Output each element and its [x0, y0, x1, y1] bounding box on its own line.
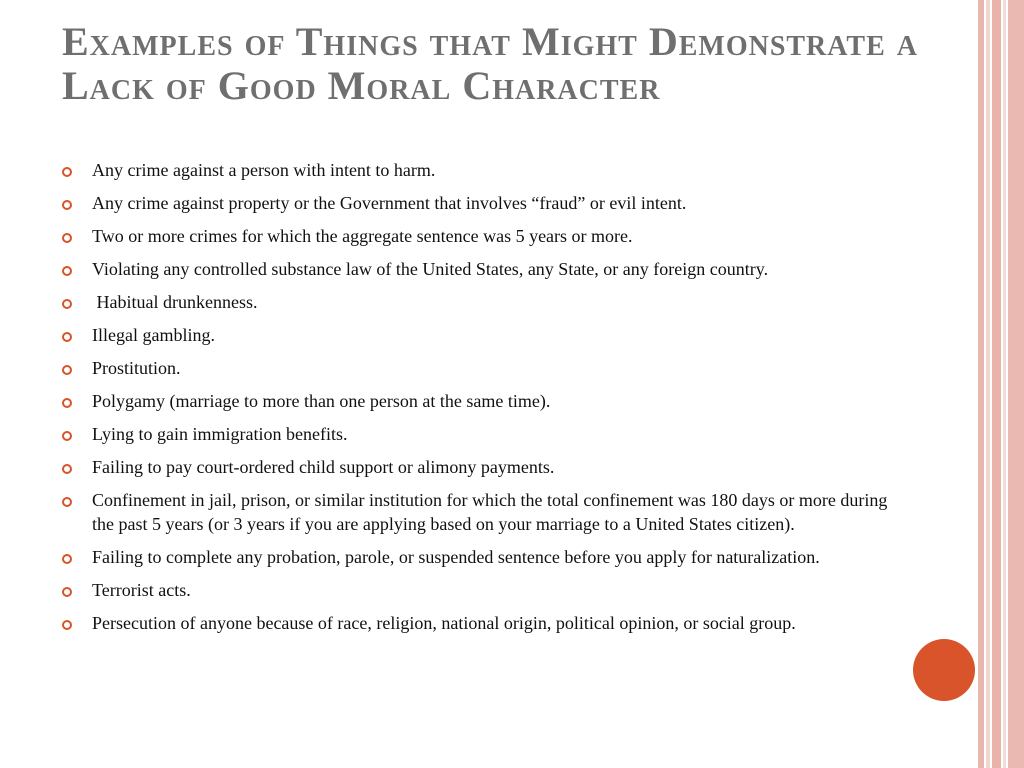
bullet-circle-icon — [62, 200, 72, 210]
bullet-item — [62, 225, 892, 249]
bullet-item — [62, 612, 892, 636]
bullet-circle-icon — [62, 167, 72, 177]
bullet-circle-icon — [62, 620, 72, 630]
slide-title: Examples of Things that Might Demonstrate a Lack of Good Moral Character — [62, 19, 918, 108]
bullet-text: Two or more crimes for which the aggregate sentence was 5 years or more. — [92, 226, 633, 246]
bullet-text: Terrorist acts. — [92, 579, 191, 600]
bullet-circle-icon — [62, 431, 72, 441]
bullet-item — [62, 390, 892, 414]
bullet-circle-icon — [62, 299, 72, 309]
bullet-text: Persecution of anyone because of race, religion, national origin, political opinion, or social group. — [92, 612, 796, 633]
decorative-stripe — [978, 0, 984, 768]
bullet-circle-icon — [62, 497, 72, 507]
bullet-list — [62, 159, 892, 645]
bullet-text: Failing to pay court-ordered child support or alimony payments. — [92, 457, 555, 477]
decorative-stripe — [992, 0, 1001, 768]
decorative-stripe — [1003, 0, 1006, 768]
bullet-text: Lying to gain immigration benefits. — [92, 424, 348, 444]
bullet-text: Failing to complete any probation, parole, or suspended sentence before you apply for naturalization. — [92, 546, 820, 567]
bullet-circle-icon — [62, 554, 72, 564]
bullet-item — [62, 546, 892, 570]
decorative-stripe — [1008, 0, 1024, 768]
bullet-text: Any crime against a person with intent to harm. — [92, 160, 436, 180]
bullet-item — [62, 357, 892, 381]
bullet-text: Violating any controlled substance law of the United States, any State, or any foreign country. — [92, 259, 769, 279]
bullet-item — [62, 324, 892, 348]
bullet-circle-icon — [62, 266, 72, 276]
bullet-item — [62, 258, 892, 282]
bullet-item — [62, 159, 892, 183]
bullet-item — [62, 192, 892, 216]
bullet-text: Prostitution. — [92, 358, 181, 378]
bullet-item — [62, 291, 892, 315]
bullet-circle-icon — [62, 587, 72, 597]
bullet-item — [62, 456, 892, 480]
accent-circle — [913, 639, 975, 701]
bullet-circle-icon — [62, 365, 72, 375]
bullet-circle-icon — [62, 332, 72, 342]
bullet-item — [62, 423, 892, 447]
bullet-item — [62, 579, 892, 603]
bullet-text: Polygamy (marriage to more than one person at the same time). — [92, 391, 551, 411]
bullet-item — [62, 489, 892, 536]
bullet-circle-icon — [62, 233, 72, 243]
bullet-text: Illegal gambling. — [92, 325, 215, 345]
bullet-text: Confinement in jail, prison, or similar institution for which the total confinement was 180 days or more during the past 5 years (or 3 years if you are applying based on your marriage to a United States citizen). — [92, 490, 888, 534]
bullet-circle-icon — [62, 398, 72, 408]
bullet-text: Habitual drunkenness. — [92, 292, 258, 312]
bullet-text: Any crime against property or the Government that involves “fraud” or evil intent. — [92, 193, 687, 213]
decorative-stripe — [986, 0, 990, 768]
bullet-circle-icon — [62, 464, 72, 474]
